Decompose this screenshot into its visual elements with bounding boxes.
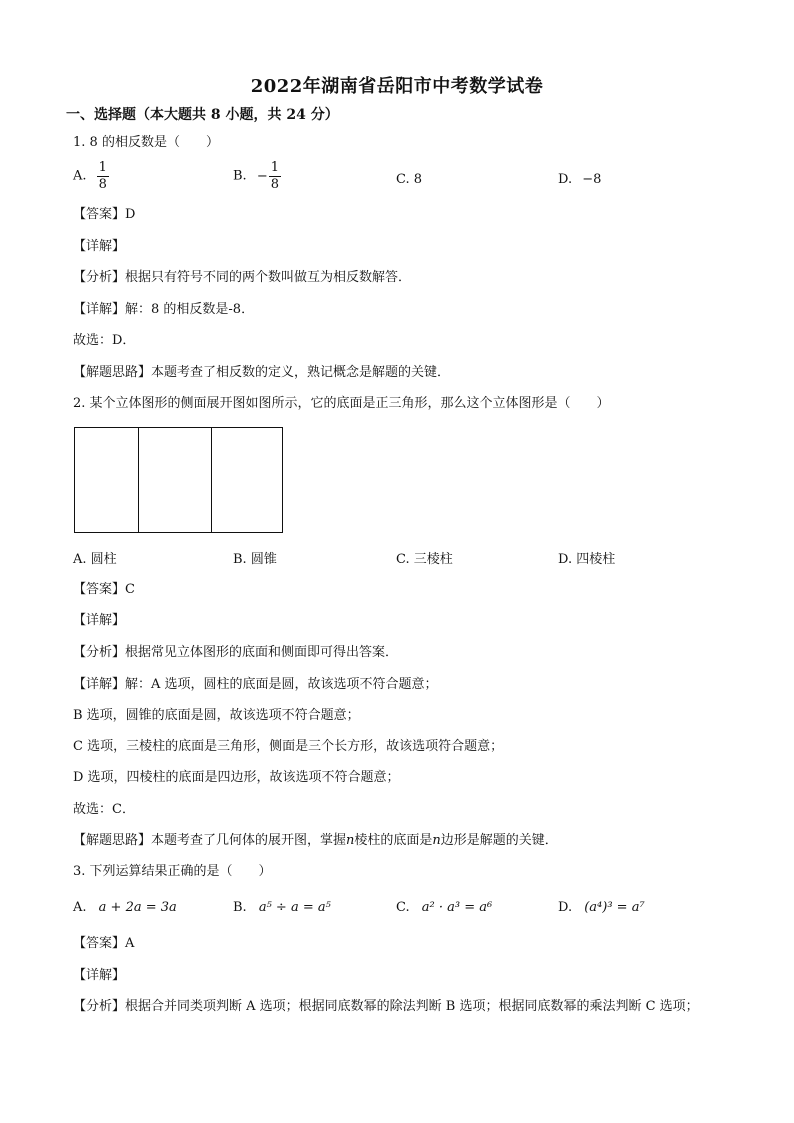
q3-option-c	[396, 899, 492, 917]
q1-option-b	[233, 160, 281, 193]
q2-option-d: D. 四棱柱	[558, 552, 616, 567]
q3-stem: 3. 下列运算结果正确的是（ ）	[73, 864, 272, 879]
q3-option-d	[558, 899, 645, 917]
page-title: 2022年湖南省岳阳市中考数学试卷	[250, 76, 544, 97]
q1-choose: 故选：D．	[73, 333, 136, 348]
q2-line-b: B 选项，圆锥的底面是圆，故该选项不符合题意；	[73, 708, 360, 723]
net-divider-line	[138, 428, 139, 532]
q3-option-a	[73, 899, 177, 917]
q3-option-c-label: C.	[396, 900, 410, 915]
lateral-net-figure	[74, 427, 283, 533]
q3-option-b	[233, 899, 331, 917]
q1-option-c: C. 8	[396, 172, 423, 187]
q2-solution: 【详解】解：A 选项，圆柱的底面是圆，故该选项不符合题意；	[73, 677, 438, 692]
q1-detail-heading: 【详解】	[73, 239, 126, 254]
q3-option-b-expr: a⁵ ÷ a = a⁵	[258, 900, 331, 915]
q3-option-a-expr: a + 2a = 3a	[98, 900, 177, 915]
q2-option-c: C. 三棱柱	[396, 552, 453, 567]
q2-idea-mid: 棱柱的底面是	[354, 833, 433, 848]
section-heading: 一、选择题（本大题共 8 小题，共 24 分）	[66, 107, 339, 123]
q2-line-c: C 选项，三棱柱的底面是三角形，侧面是三个长方形，故该选项符合题意；	[73, 739, 504, 754]
q3-option-d-label: D.	[558, 900, 573, 915]
q1-solution: 【详解】解：8 的相反数是-8．	[73, 302, 255, 317]
q1-option-d-value: −8	[582, 172, 602, 187]
q1-option-b-sign: −	[256, 168, 268, 184]
q1-option-a-denominator: 8	[98, 177, 107, 192]
q2-idea	[73, 832, 558, 850]
q1-option-d-label: D.	[558, 172, 573, 187]
q3-detail-heading: 【详解】	[73, 968, 126, 983]
q2-option-a: A. 圆柱	[73, 552, 117, 567]
q2-analysis: 【分析】根据常见立体图形的底面和侧面即可得出答案．	[73, 645, 399, 660]
q2-detail-heading: 【详解】	[73, 613, 126, 628]
q2-answer: 【答案】C	[73, 582, 135, 597]
q2-choose: 故选：C．	[73, 802, 135, 817]
q2-option-b: B. 圆锥	[233, 552, 277, 567]
q1-option-d	[558, 171, 601, 189]
q3-answer: 【答案】A	[73, 936, 135, 951]
q2-line-d: D 选项，四棱柱的底面是四边形，故该选项不符合题意；	[73, 770, 400, 785]
q2-stem: 2. 某个立体图形的侧面展开图如图所示，它的底面是正三角形，那么这个立体图形是（ ）	[73, 396, 610, 411]
q1-analysis: 【分析】根据只有符号不同的两个数叫做互为相反数解答．	[73, 270, 412, 285]
q1-option-b-fraction	[269, 160, 281, 193]
q1-answer: 【答案】D	[73, 207, 136, 222]
q1-option-a	[73, 160, 109, 193]
q1-option-a-label: A.	[73, 168, 87, 184]
q1-option-b-denominator: 8	[270, 177, 280, 192]
q1-option-b-numerator: 1	[270, 160, 280, 175]
net-divider-line	[211, 428, 212, 532]
q2-idea-pre: 【解题思路】本题考查了几何体的展开图，掌握	[73, 833, 347, 848]
q3-option-d-expr: (a⁴)³ = a⁷	[584, 900, 645, 915]
q1-idea: 【解题思路】本题考查了相反数的定义，熟记概念是解题的关键．	[73, 365, 451, 380]
q2-idea-n1: n	[346, 833, 355, 848]
q1-option-b-label: B.	[233, 168, 247, 184]
q1-option-a-numerator: 1	[98, 160, 107, 175]
q2-idea-post: 边形是解题的关键．	[440, 833, 558, 848]
q1-stem: 1. 8 的相反数是（ ）	[73, 135, 219, 150]
q2-idea-n2: n	[432, 833, 441, 848]
q3-option-b-label: B.	[233, 900, 247, 915]
q3-option-c-expr: a² · a³ = a⁶	[421, 900, 493, 915]
q3-analysis: 【分析】根据合并同类项判断 A 选项；根据同底数幂的除法判断 B 选项；根据同底数幂的乘法判断 C 选项；	[73, 999, 699, 1014]
q3-option-a-label: A.	[73, 900, 87, 915]
q1-option-a-fraction	[97, 160, 109, 193]
